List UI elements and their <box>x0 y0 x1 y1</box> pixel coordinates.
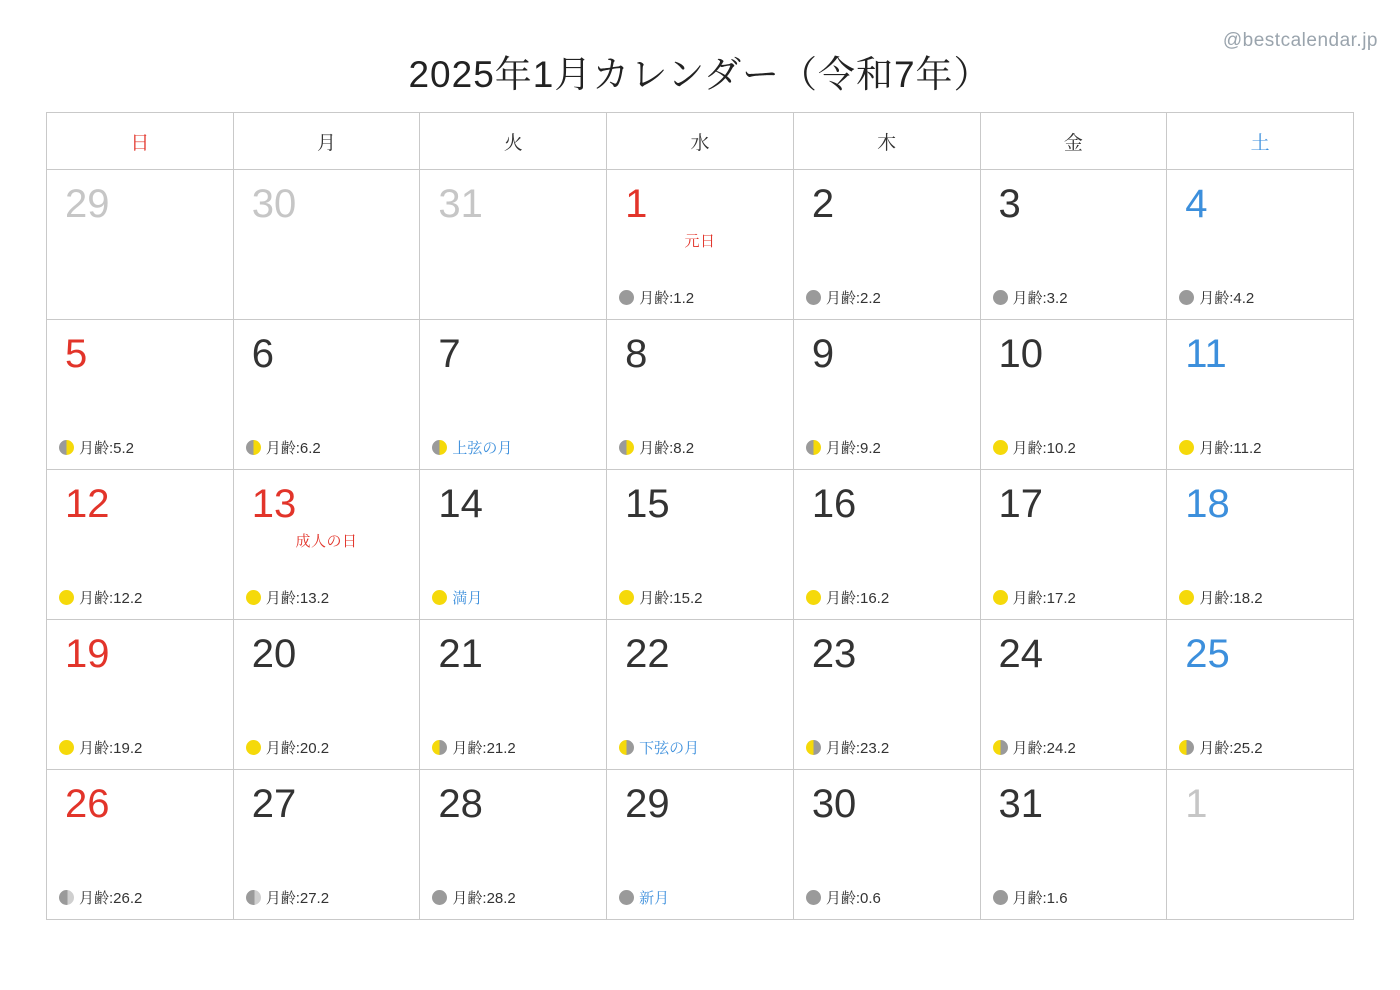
day-number: 30 <box>251 182 297 226</box>
calendar-day-cell[interactable] <box>1167 770 1354 920</box>
day-number: 17 <box>998 482 1044 526</box>
calendar-day-cell[interactable] <box>793 770 980 920</box>
moon-phase-icon <box>619 590 634 605</box>
moon-phase-icon <box>59 890 74 905</box>
moon-info <box>619 437 694 458</box>
day-number: 12 <box>65 482 110 526</box>
moon-info <box>619 587 702 608</box>
moon-info <box>59 887 142 908</box>
moon-phase-icon <box>993 890 1008 905</box>
calendar-day-cell[interactable] <box>793 170 980 320</box>
calendar-day-cell[interactable] <box>980 320 1167 470</box>
moon-phase-label: 月齢:18.2 <box>1199 590 1263 607</box>
moon-info <box>246 437 321 458</box>
moon-phase-label: 月齢:17.2 <box>1012 590 1076 607</box>
day-number: 26 <box>65 782 110 826</box>
holiday-label: 成人の日 <box>295 533 358 550</box>
moon-phase-label: 月齢:26.2 <box>79 890 143 907</box>
day-number: 29 <box>65 182 110 226</box>
moon-phase-icon <box>1179 290 1194 305</box>
calendar-day-cell[interactable] <box>607 170 794 320</box>
site-watermark: @bestcalendar.jp <box>1222 30 1378 51</box>
day-number: 1 <box>1185 782 1208 826</box>
moon-phase-icon <box>806 590 821 605</box>
moon-phase-label: 月齢:16.2 <box>825 590 890 607</box>
calendar-day-cell[interactable] <box>420 170 607 320</box>
moon-phase-icon <box>619 890 634 905</box>
moon-info <box>993 437 1076 458</box>
moon-phase-icon <box>993 290 1008 305</box>
calendar-day-cell[interactable] <box>420 770 607 920</box>
day-number: 27 <box>251 782 297 826</box>
calendar-day-cell[interactable] <box>233 470 420 620</box>
moon-info <box>619 887 669 908</box>
moon-phase-icon <box>993 440 1008 455</box>
calendar-week-row <box>47 770 1354 920</box>
day-number: 19 <box>65 632 110 676</box>
page-title: 2025年1月カレンダー（令和7年） <box>408 54 992 95</box>
moon-phase-label: 月齢:11.2 <box>1199 440 1262 457</box>
calendar-week-row <box>47 620 1354 770</box>
calendar-day-cell[interactable] <box>980 470 1167 620</box>
moon-info <box>1179 587 1262 608</box>
moon-info <box>806 437 881 458</box>
moon-phase-icon <box>619 740 634 755</box>
calendar-week-row <box>47 170 1354 320</box>
weekday-header-thu: 木 <box>793 113 980 170</box>
calendar-day-cell[interactable] <box>47 470 234 620</box>
moon-info <box>993 887 1068 908</box>
day-number: 10 <box>998 332 1044 376</box>
moon-info <box>432 887 515 908</box>
calendar-day-cell[interactable] <box>47 170 234 320</box>
moon-phase-icon <box>432 740 447 755</box>
day-number: 9 <box>811 332 835 376</box>
calendar-body <box>47 170 1354 920</box>
day-number: 25 <box>1185 632 1230 676</box>
moon-info <box>806 887 881 908</box>
moon-phase-label: 月齢:24.2 <box>1012 740 1076 757</box>
moon-phase-icon <box>993 590 1008 605</box>
moon-info <box>806 287 881 308</box>
calendar-day-cell[interactable] <box>980 170 1167 320</box>
day-number: 16 <box>811 482 857 526</box>
moon-phase-label: 月齢:1.2 <box>639 290 695 307</box>
calendar-day-cell[interactable] <box>1167 320 1354 470</box>
moon-info <box>619 737 699 758</box>
moon-phase-label: 月齢:10.2 <box>1012 440 1076 457</box>
moon-phase-icon <box>806 740 821 755</box>
moon-phase-icon <box>432 590 447 605</box>
moon-phase-label: 満月 <box>452 590 483 607</box>
moon-phase-label: 月齢:25.2 <box>1199 740 1263 757</box>
moon-phase-icon <box>619 290 634 305</box>
moon-info <box>432 737 515 758</box>
moon-phase-label: 月齢:2.2 <box>825 290 881 307</box>
moon-info <box>246 587 329 608</box>
calendar-day-cell[interactable] <box>980 620 1167 770</box>
moon-phase-label: 月齢:27.2 <box>265 890 330 907</box>
day-number: 31 <box>438 182 483 226</box>
calendar-day-cell[interactable] <box>47 770 234 920</box>
moon-info <box>1179 737 1262 758</box>
moon-phase-label: 上弦の月 <box>452 440 513 457</box>
day-number: 5 <box>65 332 88 376</box>
calendar-day-cell[interactable] <box>47 620 234 770</box>
weekday-header-sat: 土 <box>1167 113 1354 170</box>
calendar-day-cell[interactable] <box>233 770 420 920</box>
moon-phase-label: 月齢:15.2 <box>639 590 703 607</box>
calendar-table <box>46 112 1354 920</box>
calendar-day-cell[interactable] <box>793 320 980 470</box>
moon-info <box>806 587 889 608</box>
calendar-day-cell[interactable] <box>607 320 794 470</box>
weekday-header-mon: 月 <box>233 113 420 170</box>
moon-info <box>806 737 889 758</box>
moon-phase-icon <box>1179 740 1194 755</box>
moon-phase-icon <box>59 440 74 455</box>
calendar-day-cell[interactable] <box>793 470 980 620</box>
moon-info <box>432 587 482 608</box>
day-number: 22 <box>625 632 670 676</box>
day-number: 21 <box>438 632 483 676</box>
weekday-header-wed: 水 <box>607 113 794 170</box>
day-number: 14 <box>438 482 483 526</box>
moon-phase-label: 月齢:28.2 <box>452 890 516 907</box>
moon-phase-icon <box>619 440 634 455</box>
day-number: 29 <box>625 782 670 826</box>
weekday-header-sun: 日 <box>47 113 234 170</box>
moon-phase-icon <box>59 740 74 755</box>
calendar-day-cell[interactable] <box>607 770 794 920</box>
moon-phase-icon <box>806 290 821 305</box>
day-number: 4 <box>1185 182 1208 226</box>
day-number: 11 <box>1185 332 1227 376</box>
calendar-day-cell[interactable] <box>420 320 607 470</box>
moon-info <box>1179 437 1261 458</box>
moon-phase-icon <box>432 440 447 455</box>
moon-info <box>432 437 512 458</box>
moon-phase-icon <box>246 740 261 755</box>
day-number: 28 <box>438 782 483 826</box>
calendar-day-cell[interactable] <box>1167 170 1354 320</box>
moon-info <box>59 737 142 758</box>
moon-phase-label: 月齢:6.2 <box>265 440 321 457</box>
moon-phase-icon <box>1179 440 1194 455</box>
day-number: 8 <box>625 332 648 376</box>
moon-info <box>246 737 329 758</box>
day-number: 23 <box>811 632 857 676</box>
day-number: 24 <box>998 632 1044 676</box>
moon-info <box>993 587 1076 608</box>
calendar-day-cell[interactable] <box>233 170 420 320</box>
day-number: 13 <box>251 482 297 526</box>
calendar-day-cell[interactable] <box>233 320 420 470</box>
moon-phase-label: 月齢:3.2 <box>1012 290 1068 307</box>
moon-info <box>619 287 694 308</box>
day-number: 31 <box>998 782 1044 826</box>
moon-phase-icon <box>1179 590 1194 605</box>
moon-info <box>59 437 134 458</box>
moon-phase-label: 月齢:23.2 <box>825 740 890 757</box>
moon-phase-icon <box>246 440 261 455</box>
weekday-header-row <box>47 113 1354 170</box>
weekday-header-tue: 火 <box>420 113 607 170</box>
moon-phase-icon <box>59 590 74 605</box>
weekday-header-fri: 金 <box>980 113 1167 170</box>
moon-info <box>993 737 1076 758</box>
moon-phase-label: 月齢:1.6 <box>1012 890 1068 907</box>
moon-phase-label: 月齢:21.2 <box>452 740 516 757</box>
calendar-day-cell[interactable] <box>793 620 980 770</box>
moon-phase-label: 月齢:8.2 <box>639 440 695 457</box>
moon-info <box>993 287 1068 308</box>
calendar-day-cell[interactable] <box>47 320 234 470</box>
day-number: 18 <box>1185 482 1230 526</box>
moon-info <box>59 587 142 608</box>
calendar-day-cell[interactable] <box>607 470 794 620</box>
calendar-day-cell[interactable] <box>233 620 420 770</box>
holiday-label: 元日 <box>684 233 716 250</box>
calendar-day-cell[interactable] <box>980 770 1167 920</box>
day-number: 20 <box>251 632 297 676</box>
day-number: 15 <box>625 482 670 526</box>
moon-phase-label: 月齢:5.2 <box>79 440 135 457</box>
moon-phase-label: 下弦の月 <box>639 740 700 757</box>
calendar-week-row <box>47 470 1354 620</box>
moon-phase-label: 月齢:9.2 <box>825 440 881 457</box>
calendar-day-cell[interactable] <box>420 470 607 620</box>
day-number: 30 <box>811 782 857 826</box>
calendar-day-cell[interactable] <box>1167 470 1354 620</box>
moon-phase-label: 月齢:4.2 <box>1199 290 1255 307</box>
moon-phase-icon <box>806 440 821 455</box>
moon-phase-label: 月齢:13.2 <box>265 590 330 607</box>
moon-phase-label: 月齢:12.2 <box>79 590 143 607</box>
calendar-day-cell[interactable] <box>607 620 794 770</box>
day-number: 6 <box>251 332 274 376</box>
moon-phase-label: 月齢:19.2 <box>79 740 143 757</box>
day-number: 3 <box>998 182 1021 226</box>
calendar-week-row <box>47 320 1354 470</box>
moon-phase-icon <box>432 890 447 905</box>
moon-info <box>1179 287 1254 308</box>
moon-phase-label: 新月 <box>639 890 670 907</box>
day-number: 7 <box>438 332 461 376</box>
calendar-day-cell[interactable] <box>1167 620 1354 770</box>
moon-phase-label: 月齢:20.2 <box>265 740 330 757</box>
moon-phase-label: 月齢:0.6 <box>825 890 881 907</box>
moon-phase-icon <box>246 890 261 905</box>
day-number: 2 <box>811 182 835 226</box>
moon-phase-icon <box>806 890 821 905</box>
moon-phase-icon <box>993 740 1008 755</box>
day-number: 1 <box>625 182 648 226</box>
calendar-day-cell[interactable] <box>420 620 607 770</box>
moon-phase-icon <box>246 590 261 605</box>
moon-info <box>246 887 329 908</box>
